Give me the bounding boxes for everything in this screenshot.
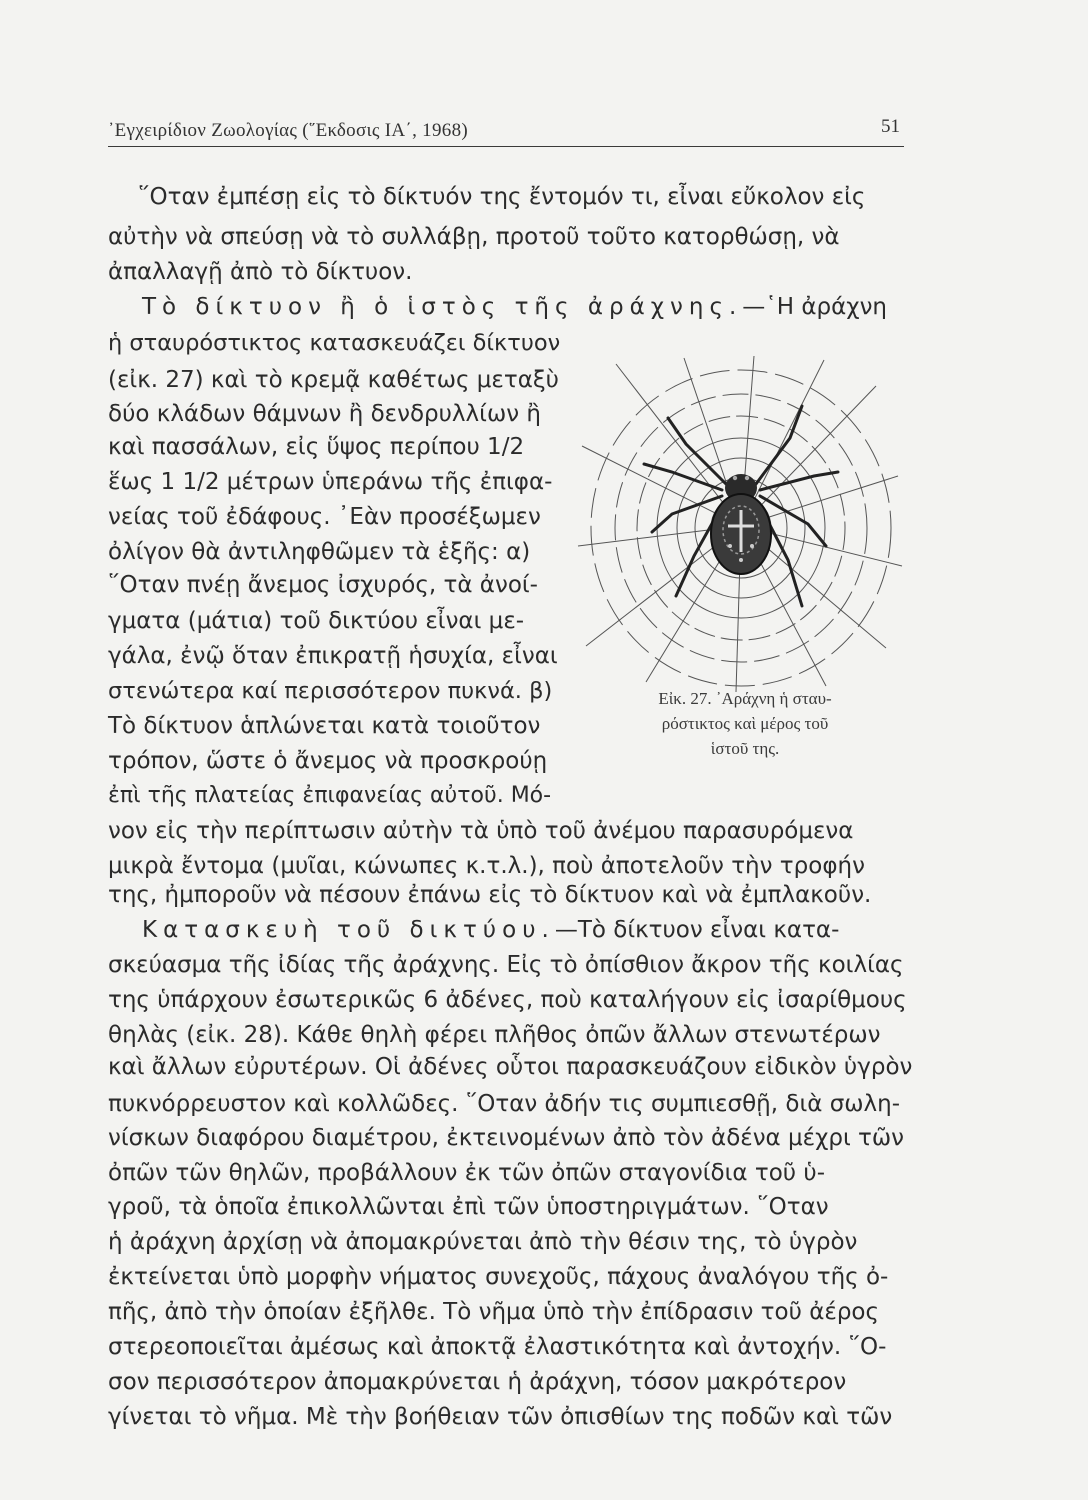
text-line: Τὸ δίκτυον ἁπλώνεται κατὰ τοιοῦτον <box>108 713 541 739</box>
text-line: πῆς, ἀπὸ τὴν ὁποίαν ἐξῆλθε. Τὸ νῆμα ὑπὸ τὴν ἐπίδρασιν τοῦ ἀέρος <box>108 1299 879 1325</box>
text-line: μικρὰ ἔντομα (μυῖαι, κώνωπες κ.τ.λ.), ποὺ ἀποτελοῦν τὴν τροφήν <box>108 853 865 879</box>
text-line: ἐκτείνεται ὑπὸ μορφὴν νήματος συνεχοῦς, πάχους ἀναλόγου τῆς ὀ- <box>108 1264 889 1290</box>
text-line: ὀλίγον θὰ ἀντιληφθῶμεν τὰ ἑξῆς: α) <box>108 539 531 565</box>
text-line: ὀπῶν τῶν θηλῶν, προβάλλουν ἐκ τῶν ὀπῶν σταγονίδια τοῦ ὑ- <box>108 1160 825 1186</box>
text-line: γάλα, ἐνῷ ὅταν ἐπικρατῇ ἡσυχία, εἶναι <box>108 643 558 669</box>
text-line: γροῦ, τὰ ὁποῖα ἐπικολλῶνται ἐπὶ τῶν ὑποστηριγμάτων. ῞Οταν <box>108 1194 829 1220</box>
figure-caption-line: ἱστοῦ της. <box>710 739 780 758</box>
text-line: ἡ σταυρόστικτος κατασκευάζει δίκτυον <box>108 330 561 356</box>
text-line: της ὑπάρχουν ἐσωτερικῶς 6 ἀδένες, ποὺ καταλήγουν εἰς ἰσαρίθμους <box>108 987 907 1013</box>
running-header <box>108 116 904 147</box>
text-line: γίνεται τὸ νῆμα. Μὲ τὴν βοήθειαν τῶν ὀπισθίων της ποδῶν καὶ τῶν <box>108 1404 893 1430</box>
text-line: σκεύασμα τῆς ἰδίας τῆς ἀράχνης. Εἰς τὸ ὀπίσθιον ἄκρον τῆς κοιλίας <box>108 952 904 978</box>
text-line: στερεοποιεῖται ἀμέσως καὶ ἀποκτᾷ ἐλαστικότητα καὶ ἀντοχήν. ῞Ο- <box>108 1334 887 1360</box>
text-line: καὶ ἄλλων εὐρυτέρων. Οἱ ἀδένες οὗτοι παρασκευάζουν εἰδικὸν ὑγρὸν <box>108 1054 913 1080</box>
body-line: ἀπαλλαγῇ ἀπὸ τὸ δίκτυον. <box>108 259 413 285</box>
body-line: ῞Οταν ἐμπέσῃ εἰς τὸ δίκτυόν της ἔντομόν τι, εἶναι εὔκολον εἰς <box>138 184 866 210</box>
text-line: νον εἰς τὴν περίπτωσιν αὐτὴν τὰ ὑπὸ τοῦ ἀνέμου παρασυρόμενα <box>108 818 854 844</box>
text-line: σον περισσότερον ἀπομακρύνεται ἡ ἀράχνη, τόσον μακρότερον <box>108 1369 847 1395</box>
body-line: αὐτὴν νὰ σπεύσῃ νὰ τὸ συλλάβῃ, προτοῦ τοῦτο κατορθώσῃ, νὰ <box>108 224 840 250</box>
section-heading-text: Τὸ δίκτυον ἢ ὁ ἱστὸς τῆς ἀράχνης. <box>142 294 743 320</box>
header-title: ᾿Εγχειρίδιον Ζωολογίας (῞Εκδοσις ΙΑ΄, 1968) <box>108 120 469 141</box>
text-line: δύο κλάδων θάμνων ἢ δενδρυλλίων ἢ <box>108 401 541 427</box>
text-line: γματα (μάτια) τοῦ δικτύου εἶναι με- <box>108 608 525 634</box>
spider-web-figure <box>576 356 906 696</box>
figure-caption-line: Εἰκ. 27. ᾿Αράχνη ἡ σταυ- <box>658 689 832 708</box>
section-heading-web <box>142 292 887 322</box>
figure-caption-line: ρόστικτος καὶ μέρος τοῦ <box>661 714 829 733</box>
text-line: νίσκων διαφόρου διαμέτρου, ἐκτεινομένων ἀπὸ τὸν ἀδένα μέχρι τῶν <box>108 1125 905 1151</box>
text-line: θηλὰς (εἰκ. 28). Κάθε θηλὴ φέρει πλῆθος ὀπῶν ἄλλων στενωτέρων <box>108 1022 881 1048</box>
spider-illustration <box>576 356 906 696</box>
text-line: στενώτερα καί περισσότερον πυκνά. β) <box>108 678 553 704</box>
text-line: ἡ ἀράχνη ἀρχίσῃ νὰ ἀπομακρύνεται ἀπὸ τὴν θέσιν της, τὸ ὑγρὸν <box>108 1229 858 1255</box>
text-line: της, ἠμποροῦν νὰ πέσουν ἐπάνω εἰς τὸ δίκτυον καὶ νὰ ἐμπλακοῦν. <box>108 882 872 908</box>
text-line: τρόπον, ὥστε ὁ ἄνεμος νὰ προσκρούῃ <box>108 748 548 774</box>
text-line: ἐπὶ τῆς πλατείας ἐπιφανείας αὐτοῦ. Μό- <box>108 783 552 808</box>
text-line: ἕως 1 1/2 μέτρων ὑπεράνω τῆς ἐπιφα- <box>108 469 553 495</box>
text-line: πυκνόρρευστον καὶ κολλῶδες. ῞Οταν ἀδήν τις συμπιεσθῇ, διὰ σωλη- <box>108 1091 901 1117</box>
section-heading-tail: —Τὸ δίκτυον εἶναι κατα- <box>554 917 840 943</box>
section-heading-tail: —῾Η ἀράχνη <box>742 294 888 320</box>
section-heading-text: Κατασκευὴ τοῦ δικτύου. <box>142 917 555 943</box>
page-number: 51 <box>881 116 900 137</box>
text-line: καὶ πασσάλων, εἰς ὕψος περίπου 1/2 <box>108 434 525 460</box>
text-line: (εἰκ. 27) καὶ τὸ κρεμᾷ καθέτως μεταξὺ <box>108 367 559 393</box>
section-heading-construction <box>142 915 839 945</box>
text-line: ῞Οταν πνέῃ ἄνεμος ἰσχυρός, τὰ ἀνοί- <box>108 572 538 598</box>
text-line: νείας τοῦ ἐδάφους. ᾿Εὰν προσέξωμεν <box>108 504 541 530</box>
